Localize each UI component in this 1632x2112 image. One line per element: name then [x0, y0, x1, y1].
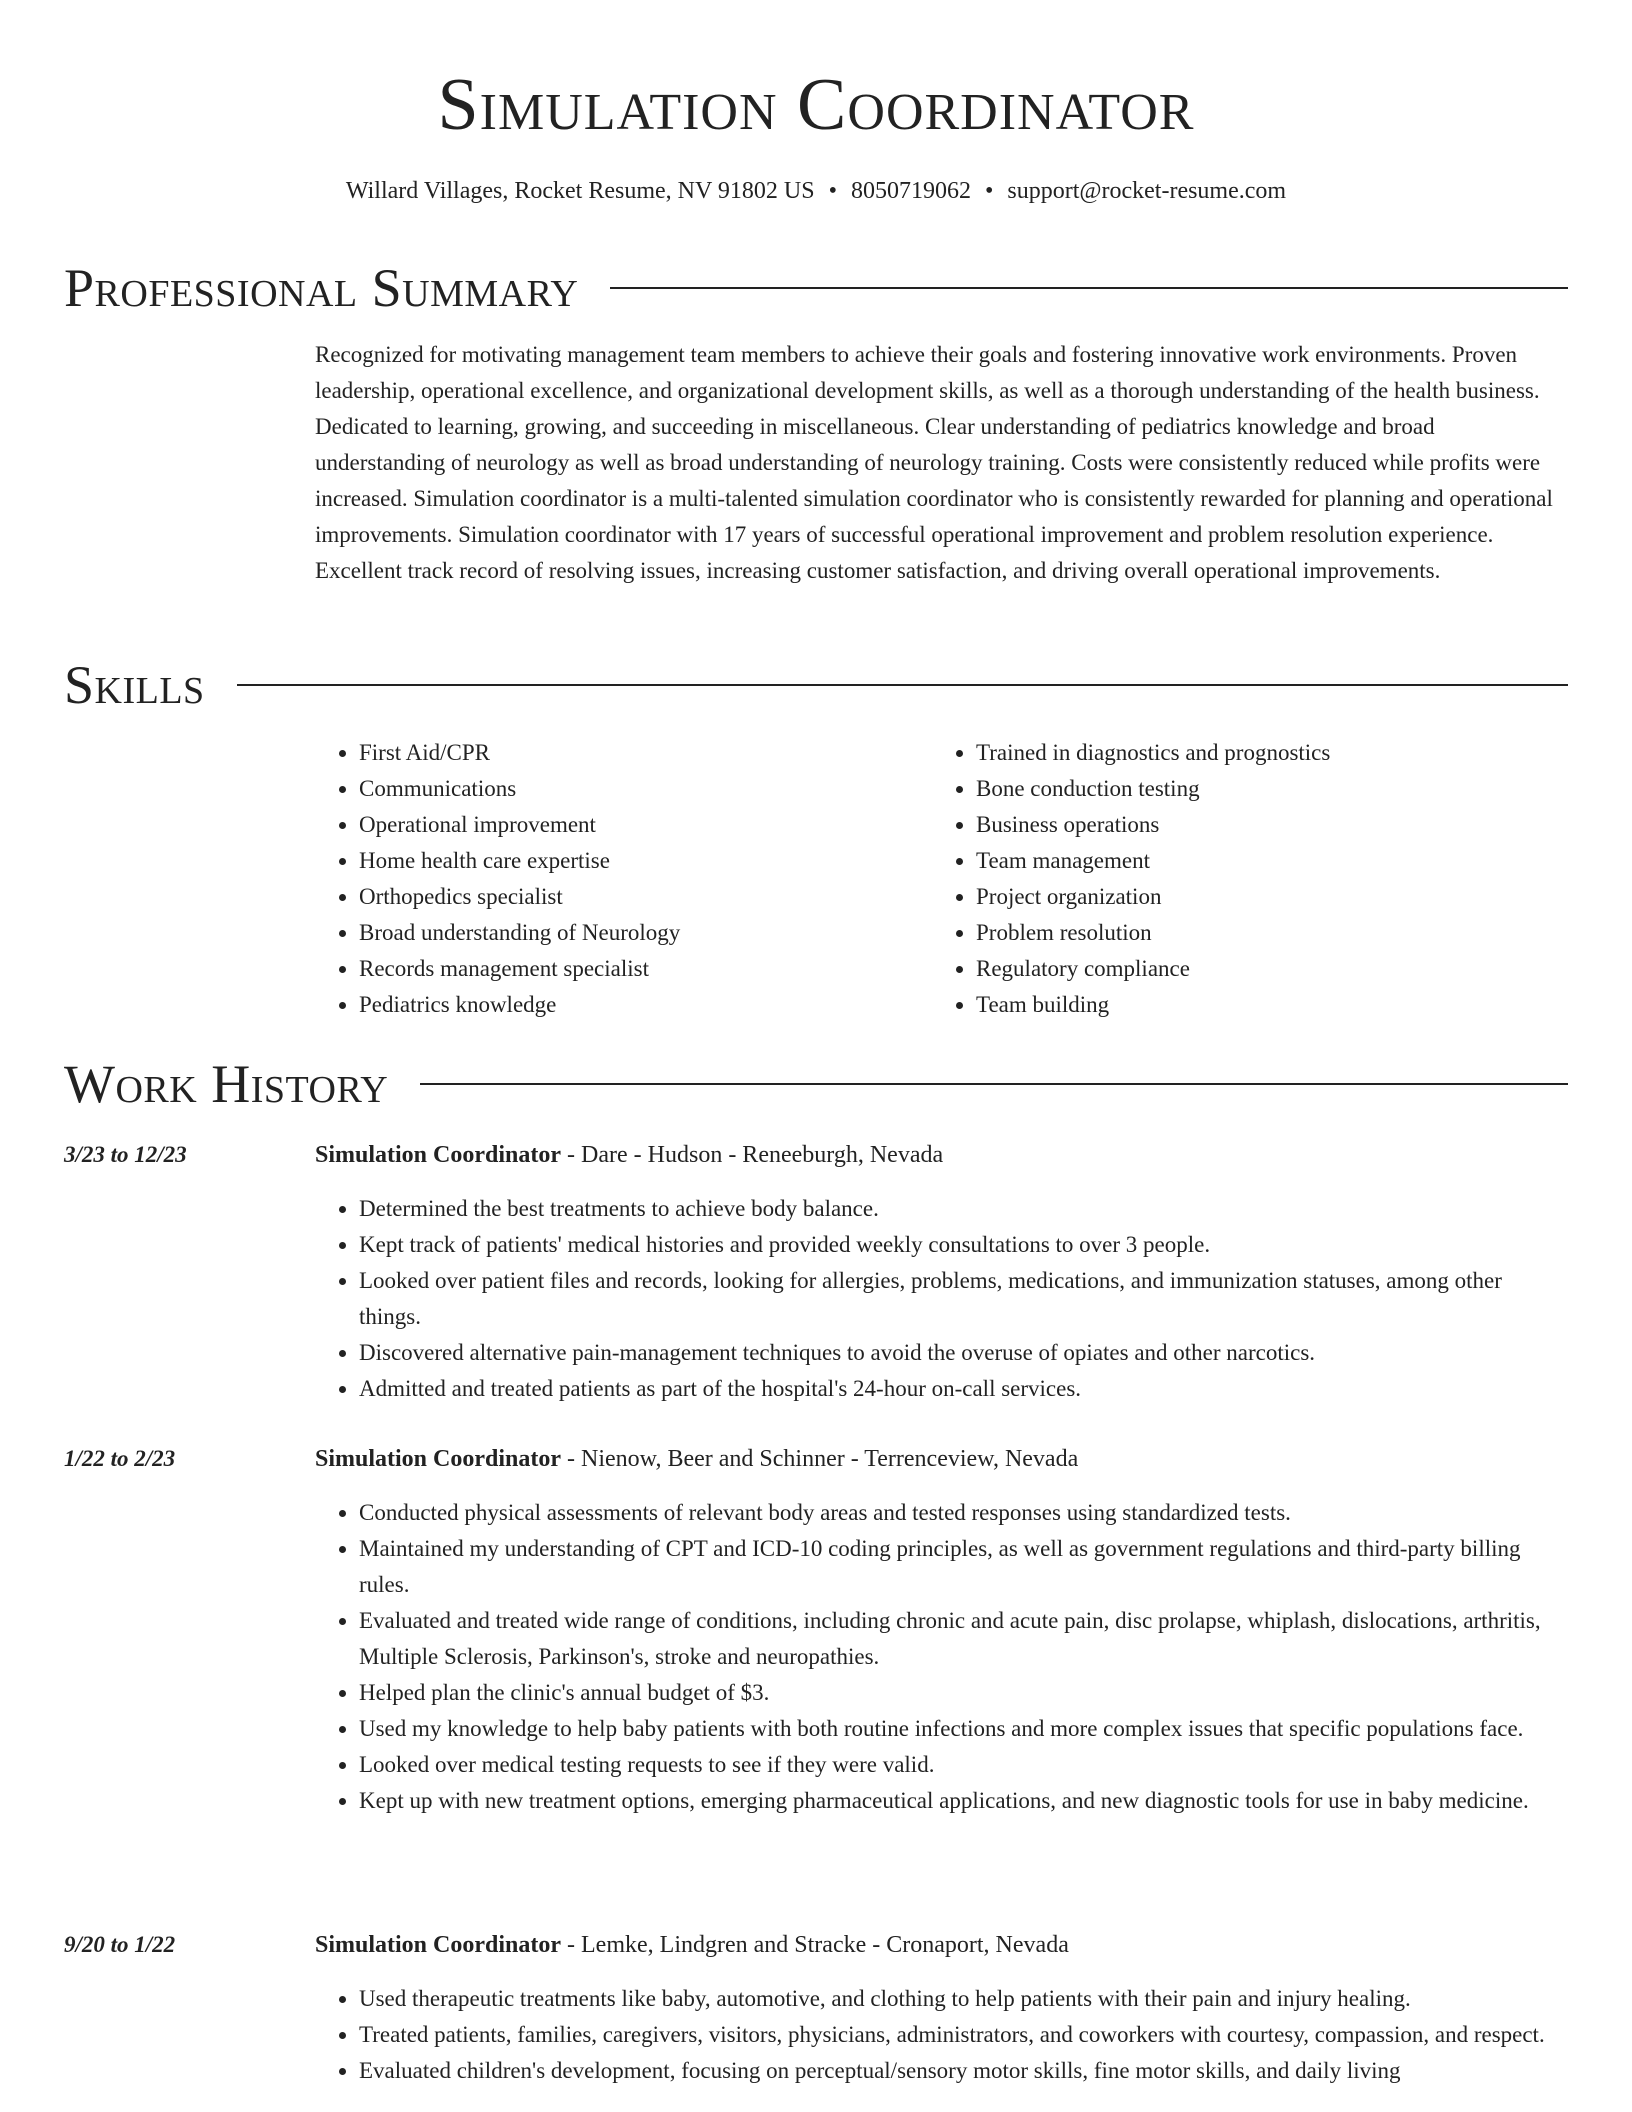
skill-item: • Team building — [976, 987, 1549, 1023]
job-bullet: • Kept track of patients' medical histories and provided weekly consultations to over 3 people. — [359, 1227, 1568, 1263]
summary-title: Professional Summary — [64, 258, 579, 318]
job-bullets — [315, 1191, 1568, 1407]
skill-item: • Broad understanding of Neurology — [359, 915, 932, 951]
job-bullet: • Evaluated and treated wide range of conditions, including chronic and acute pain, disc prolapse, whiplash, dislocations, arthritis, Multiple Sclerosis, Parkinson's, stroke and neuropathies. — [359, 1603, 1568, 1675]
job-title: Simulation Coordinator — [315, 1142, 562, 1168]
contact-address: Willard Villages, Rocket Resume, NV 91802 US — [345, 178, 815, 204]
contact-separator: • — [984, 178, 994, 204]
skill-item: • Operational improvement — [359, 807, 932, 843]
section-divider — [420, 1083, 1568, 1085]
skill-item: • Team management — [976, 843, 1549, 879]
job-bullet: • Maintained my understanding of CPT and ICD-10 coding principles, as well as government regulations and third-party billing rules. — [359, 1531, 1568, 1603]
skill-item: • Communications — [359, 771, 932, 807]
job-title: Simulation Coordinator — [315, 1932, 562, 1958]
skill-item: • Pediatrics knowledge — [359, 987, 932, 1023]
job-dates: 9/20 to 1/22 — [64, 1932, 176, 1957]
skills-column-right — [932, 735, 1549, 1023]
work-history-heading — [64, 1052, 1568, 1116]
job-bullet: • Determined the best treatments to achieve body balance. — [359, 1191, 1568, 1227]
job-header — [315, 1927, 1568, 1963]
job-bullet: • Discovered alternative pain-management techniques to avoid the overuse of opiates and other narcotics. — [359, 1335, 1568, 1371]
job-employer: - Nienow, Beer and Schinner - Terrenceview, Nevada — [561, 1446, 1079, 1472]
skill-item: • Bone conduction testing — [976, 771, 1549, 807]
job-header — [315, 1137, 1568, 1173]
skills-heading — [64, 653, 1568, 717]
job-header — [315, 1441, 1568, 1477]
skills-column-left — [315, 735, 932, 1023]
job-employer: - Dare - Hudson - Reneeburgh, Nevada — [561, 1142, 944, 1168]
contact-email: support@rocket-resume.com — [1007, 178, 1287, 204]
contact-separator: • — [828, 178, 837, 204]
job-bullets — [315, 1981, 1568, 2089]
section-divider — [610, 287, 1568, 289]
contact-phone: 8050719062 — [850, 178, 971, 204]
skill-item: • Regulatory compliance — [976, 951, 1549, 987]
skills-title: Skills — [64, 655, 205, 715]
work-history-title: Work History — [64, 1054, 389, 1114]
job-bullet: • Conducted physical assessments of relevant body areas and tested responses using standardized tests. — [359, 1495, 1568, 1531]
resume-page — [64, 0, 1568, 2112]
skill-item: • Problem resolution — [976, 915, 1549, 951]
skill-item: • Records management specialist — [359, 951, 932, 987]
job-title: Simulation Coordinator — [315, 1446, 562, 1472]
job-bullet: • Admitted and treated patients as part of the hospital's 24-hour on-call services. — [359, 1371, 1568, 1407]
section-divider — [237, 684, 1568, 686]
job-bullet: • Helped plan the clinic's annual budget of $3. — [359, 1675, 1568, 1711]
candidate-name: Simulation Coordinator — [437, 64, 1195, 146]
skill-item: • Business operations — [976, 807, 1549, 843]
job-bullet: • Kept up with new treatment options, emerging pharmaceutical applications, and new diagnostic tools for use in baby medicine. — [359, 1783, 1568, 1819]
summary-heading — [64, 256, 1568, 320]
job-bullet: • Used therapeutic treatments like baby, automotive, and clothing to help patients with their pain and injury healing. — [359, 1981, 1568, 2017]
job-dates: 1/22 to 2/23 — [64, 1446, 176, 1471]
summary-text: Recognized for motivating management team members to achieve their goals and fostering innovative work environments. Proven leadership, operational excellence, and organizational development skills, as well as a thorough understanding of the health business. Dedicated to learning, growing, and succeeding in miscellaneous. Clear understanding of pediatrics knowledge and broad understanding of neurology as well as broad understanding of neurology training. Costs were consistently reduced while profits were increased. Simulation coordinator is a multi-talented simulation coordinator who is consistently rewarded for planning and operational improvements. Simulation coordinator with 17 years of successful operational improvement and problem resolution experience. Excellent track record of resolving issues, increasing customer satisfaction, and driving overall operational improvements. — [315, 342, 1553, 583]
skill-item: • Project organization — [976, 879, 1549, 915]
job-bullet: • Looked over medical testing requests to see if they were valid. — [359, 1747, 1568, 1783]
job-bullet: • Used my knowledge to help baby patients with both routine infections and more complex issues that specific populations face. — [359, 1711, 1568, 1747]
skill-item: • Trained in diagnostics and prognostics — [976, 735, 1549, 771]
skill-item: • Home health care expertise — [359, 843, 932, 879]
job-bullet: • Evaluated children's development, focusing on perceptual/sensory motor skills, fine motor skills, and daily living — [359, 2053, 1568, 2089]
job-dates: 3/23 to 12/23 — [64, 1142, 187, 1167]
skills-list — [315, 735, 1568, 1023]
job-employer: - Lemke, Lindgren and Stracke - Cronaport, Nevada — [561, 1932, 1069, 1958]
job-bullets — [315, 1495, 1568, 1819]
job-bullet: • Looked over patient files and records, looking for allergies, problems, medications, and immunization statuses, among other things. — [359, 1263, 1568, 1335]
skill-item: • Orthopedics specialist — [359, 879, 932, 915]
skill-item: • First Aid/CPR — [359, 735, 932, 771]
contact-line — [64, 175, 1568, 207]
job-bullet: • Treated patients, families, caregivers, visitors, physicians, administrators, and coworkers with courtesy, compassion, and respect. — [359, 2017, 1568, 2053]
